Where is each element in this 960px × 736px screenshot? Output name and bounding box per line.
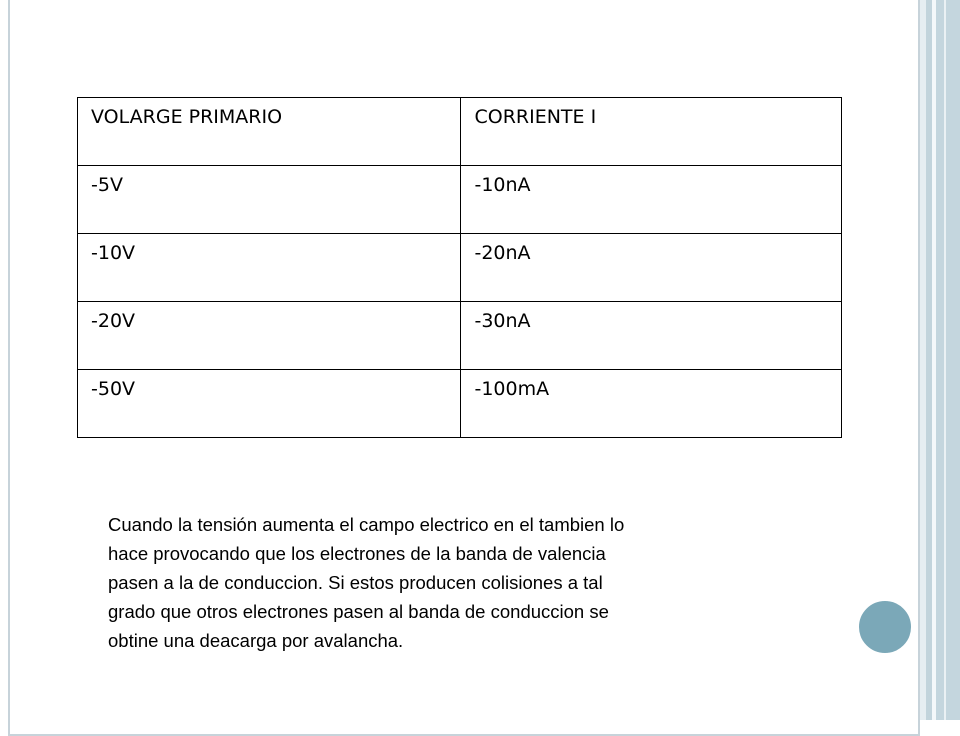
table-cell: -20V [78,302,461,370]
explanation-paragraph: Cuando la tensión aumenta el campo electrico en el tambien lo hace provocando que los electrones de la banda de valencia pasen a la de conduccion. Si estos producen colisiones a tal grado que otros electrones pasen al banda de conduccion se obtine una deacarga por avalancha. [108,514,625,651]
table-cell: -10V [78,234,461,302]
table-cell: -100mA [461,370,842,438]
decorative-stripe [936,0,960,720]
table-cell: -20nA [461,234,842,302]
decorative-stripe [944,0,946,720]
voltage-current-table [77,97,842,438]
table-header-row [78,98,842,166]
table-cell: -10nA [461,166,842,234]
table-row [78,166,842,234]
table-header-cell: CORRIENTE I [461,98,842,166]
accent-circle [856,598,914,656]
table-row [78,370,842,438]
table-cell: -50V [78,370,461,438]
table-header-cell: VOLARGE PRIMARIO [78,98,461,166]
table-row [78,302,842,370]
table-cell: -30nA [461,302,842,370]
table-cell: -5V [78,166,461,234]
table-row [78,234,842,302]
